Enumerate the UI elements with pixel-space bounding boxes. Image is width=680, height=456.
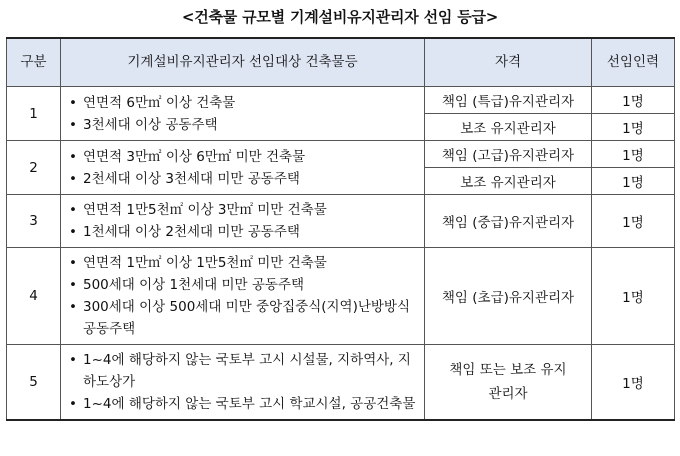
bullet-text: 3천세대 이상 공동주택 [83, 116, 218, 133]
row-qualification: 보조 유지관리자 [425, 168, 592, 195]
row-target-buildings [61, 248, 425, 345]
bullet-icon: • [69, 170, 77, 187]
row-staffing: 1명 [592, 195, 675, 248]
table-header-row [7, 38, 675, 87]
bullet-text: 500세대 이상 1천세대 미만 공동주택 [83, 277, 305, 293]
row-qualification: 책임 (특급)유지관리자 [425, 87, 592, 114]
bullet-item [69, 168, 416, 190]
row-number: 3 [7, 195, 61, 248]
row-staffing: 1명 [592, 248, 675, 345]
header-staffing: 선임인력 [592, 38, 675, 87]
table-row [7, 248, 675, 345]
row-qualification: 책임 (중급)유지관리자 [425, 195, 592, 248]
bullet-text: 1천세대 이상 2천세대 미만 공동주택 [83, 224, 300, 240]
table-row [7, 87, 675, 114]
row-target-buildings [61, 141, 425, 195]
bullet-item [69, 199, 416, 221]
row-qualification: 책임 (고급)유지관리자 [425, 141, 592, 168]
row-number: 1 [7, 87, 61, 141]
bullet-text: 1~4에 해당하지 않는 국토부 고시 시설물, 지하역사, 지하도상가 [83, 352, 411, 390]
bullet-item [69, 146, 416, 168]
bullet-icon: • [69, 396, 77, 412]
bullet-icon: • [69, 224, 77, 240]
table-row [7, 345, 675, 421]
bullet-icon: • [69, 255, 77, 271]
table-row [7, 195, 675, 248]
row-staffing: 1명 [592, 168, 675, 195]
table-row [7, 141, 675, 168]
row-target-buildings [61, 195, 425, 248]
bullet-text: 연면적 6만㎡ 이상 건축물 [83, 94, 236, 111]
appointment-grade-table [6, 37, 675, 421]
bullet-item [69, 252, 416, 274]
bullet-text: 연면적 3만㎡ 이상 6만㎡ 미만 건축물 [83, 148, 306, 165]
bullet-text: 300세대 이상 500세대 미만 중앙집중식(지역)난방방식 공동주택 [83, 299, 411, 337]
header-qualification: 자격 [425, 38, 592, 87]
header-target-buildings: 기계설비유지관리자 선임대상 건축물등 [61, 38, 425, 87]
bullet-item [69, 221, 416, 243]
bullet-icon: • [69, 352, 77, 368]
row-staffing: 1명 [592, 345, 675, 421]
bullet-text: 연면적 1만5천㎡ 이상 3만㎡ 미만 건축물 [83, 202, 327, 218]
bullet-icon: • [69, 277, 77, 293]
bullet-icon: • [69, 94, 77, 111]
row-staffing: 1명 [592, 87, 675, 114]
row-qualification: 보조 유지관리자 [425, 114, 592, 141]
row-qualification: 책임 또는 보조 유지관리자 [425, 345, 592, 421]
bullet-item [69, 296, 416, 340]
bullet-icon: • [69, 116, 77, 133]
header-category: 구분 [7, 38, 61, 87]
bullet-item [69, 349, 416, 393]
table-body [7, 87, 675, 421]
bullet-item [69, 92, 416, 114]
bullet-item [69, 114, 416, 136]
bullet-icon: • [69, 299, 77, 315]
row-number: 5 [7, 345, 61, 421]
bullet-item [69, 393, 416, 415]
bullet-icon: • [69, 202, 77, 218]
bullet-item [69, 274, 416, 296]
row-target-buildings [61, 87, 425, 141]
bullet-text: 2천세대 이상 3천세대 미만 공동주택 [83, 170, 300, 187]
row-staffing: 1명 [592, 141, 675, 168]
bullet-text: 연면적 1만㎡ 이상 1만5천㎡ 미만 건축물 [83, 255, 327, 271]
row-number: 2 [7, 141, 61, 195]
bullet-icon: • [69, 148, 77, 165]
bullet-text: 1~4에 해당하지 않는 국토부 고시 학교시설, 공공건축물 [83, 396, 416, 412]
row-target-buildings [61, 345, 425, 421]
page-title: <건축물 규모별 기계설비유지관리자 선임 등급> [181, 8, 499, 26]
row-number: 4 [7, 248, 61, 345]
row-qualification: 책임 (초급)유지관리자 [425, 248, 592, 345]
row-staffing: 1명 [592, 114, 675, 141]
